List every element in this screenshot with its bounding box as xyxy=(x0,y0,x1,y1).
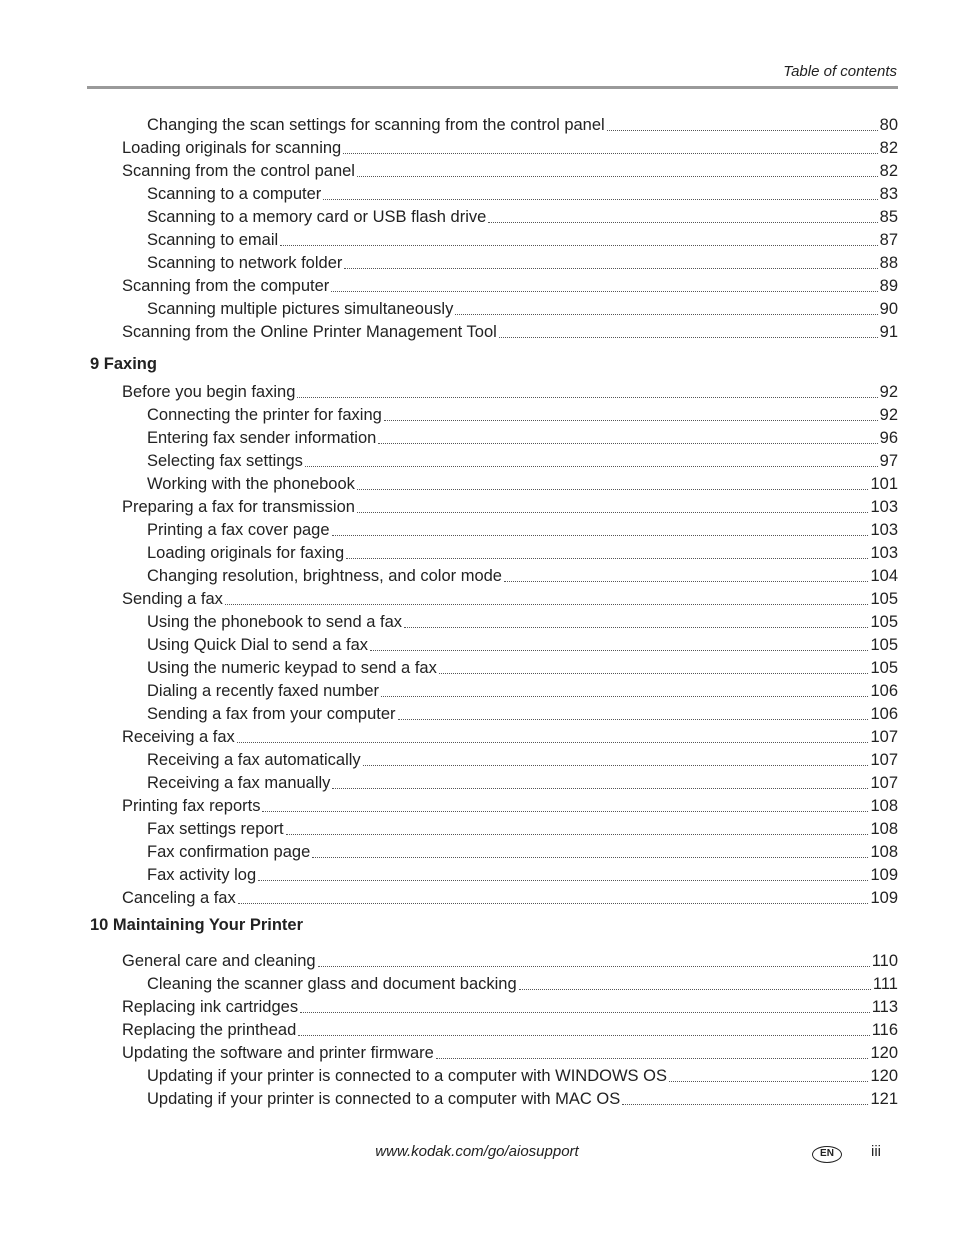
dot-leader xyxy=(384,419,878,421)
toc-entry-page-number: 96 xyxy=(879,429,898,447)
toc-entry-title: Entering fax sender information xyxy=(147,429,377,447)
toc-subsection-entry[interactable] xyxy=(147,427,898,449)
toc-entry-page-number: 82 xyxy=(879,162,898,180)
toc-entry-title: Before you begin faxing xyxy=(122,383,296,401)
toc-subsection-entry[interactable] xyxy=(147,634,898,656)
toc-entry-page-number: 121 xyxy=(870,1090,898,1108)
toc-entry-page-number: 105 xyxy=(870,613,898,631)
toc-entry-title: Sending a fax from your computer xyxy=(147,705,396,723)
dot-leader xyxy=(332,787,868,789)
toc-entry-title: Fax settings report xyxy=(147,820,284,838)
toc-entry-title: Updating the software and printer firmware xyxy=(122,1044,434,1062)
toc-entry-page-number: 110 xyxy=(871,952,898,970)
toc-subsection-entry[interactable] xyxy=(147,611,898,633)
toc-entry-title: Using the numeric keypad to send a fax xyxy=(147,659,437,677)
toc-section-entry[interactable] xyxy=(122,1042,898,1064)
toc-subsection-entry[interactable] xyxy=(147,864,898,886)
language-badge: EN xyxy=(812,1146,842,1163)
dot-leader xyxy=(398,718,869,720)
dot-leader xyxy=(300,1011,870,1013)
dot-leader xyxy=(519,988,871,990)
toc-entry-page-number: 105 xyxy=(870,636,898,654)
header-divider xyxy=(87,86,898,89)
toc-entry-page-number: 89 xyxy=(879,277,898,295)
dot-leader xyxy=(363,764,869,766)
dot-leader xyxy=(258,879,868,881)
dot-leader xyxy=(286,833,869,835)
dot-leader xyxy=(331,290,877,292)
toc-entry-title: Scanning to email xyxy=(147,231,279,249)
toc-entry-title: Cleaning the scanner glass and document backing xyxy=(147,975,517,993)
toc-entry-page-number: 85 xyxy=(879,208,898,226)
toc-entry-title: Scanning to a computer xyxy=(147,185,322,203)
toc-entry-page-number: 83 xyxy=(879,185,898,203)
toc-entry-page-number: 113 xyxy=(871,998,898,1016)
toc-entry-title: Connecting the printer for faxing xyxy=(147,406,382,424)
dot-leader xyxy=(488,221,877,223)
dot-leader xyxy=(312,856,868,858)
toc-entry-title: Fax confirmation page xyxy=(147,843,311,861)
toc-subsection-entry[interactable] xyxy=(147,772,898,794)
toc-entry-title: Changing the scan settings for scanning from the control panel xyxy=(147,116,605,134)
toc-entry-page-number: 109 xyxy=(870,889,898,907)
toc-entry-page-number: 111 xyxy=(872,975,898,993)
toc-section-entry[interactable] xyxy=(122,137,898,159)
dot-leader xyxy=(607,129,878,131)
toc-entry-title: Receiving a fax automatically xyxy=(147,751,361,769)
toc-entry-title: Printing a fax cover page xyxy=(147,521,330,539)
toc-section-entry[interactable] xyxy=(122,275,898,297)
toc-entry-page-number: 106 xyxy=(870,705,898,723)
toc-entry-title: Updating if your printer is connected to a computer with MAC OS xyxy=(147,1090,621,1108)
toc-section-entry[interactable] xyxy=(122,160,898,182)
toc-entry-title: Scanning from the Online Printer Management Tool xyxy=(122,323,497,341)
toc-subsection-entry[interactable] xyxy=(147,1065,898,1087)
dot-leader xyxy=(225,603,869,605)
dot-leader xyxy=(298,1034,869,1036)
dot-leader xyxy=(344,267,877,269)
toc-entry-page-number: 120 xyxy=(870,1044,898,1062)
toc-entry-title: Loading originals for faxing xyxy=(147,544,345,562)
toc-section-entry[interactable] xyxy=(122,588,898,610)
toc-subsection-entry[interactable] xyxy=(147,1088,898,1110)
dot-leader xyxy=(343,152,877,154)
toc-section-entry[interactable] xyxy=(122,887,898,909)
toc-entry-title: Receiving a fax xyxy=(122,728,235,746)
dot-leader xyxy=(381,695,868,697)
toc-entry-page-number: 108 xyxy=(870,843,898,861)
toc-entry-page-number: 90 xyxy=(879,300,898,318)
dot-leader xyxy=(357,488,869,490)
dot-leader xyxy=(357,511,869,513)
toc-entry-title: Dialing a recently faxed number xyxy=(147,682,380,700)
toc-subsection-entry[interactable] xyxy=(147,114,898,136)
toc-entry-title: Replacing the printhead xyxy=(122,1021,297,1039)
toc-section-entry[interactable] xyxy=(122,321,898,343)
toc-entry-title: Loading originals for scanning xyxy=(122,139,342,157)
toc-section-entry[interactable] xyxy=(122,381,898,403)
toc-subsection-entry[interactable] xyxy=(147,565,898,587)
toc-subsection-entry[interactable] xyxy=(147,473,898,495)
support-url-link[interactable]: www.kodak.com/go/aiosupport xyxy=(375,1143,579,1160)
toc-entry-title: Sending a fax xyxy=(122,590,223,608)
toc-entry-title: Scanning from the computer xyxy=(122,277,330,295)
dot-leader xyxy=(318,965,870,967)
dot-leader xyxy=(378,442,877,444)
toc-subsection-entry[interactable] xyxy=(147,450,898,472)
toc-subsection-entry[interactable] xyxy=(147,657,898,679)
toc-entry-title: Preparing a fax for transmission xyxy=(122,498,355,516)
toc-subsection-entry[interactable] xyxy=(147,973,898,995)
dot-leader xyxy=(238,902,869,904)
dot-leader xyxy=(262,810,868,812)
toc-section-entry[interactable] xyxy=(122,996,898,1018)
toc-subsection-entry[interactable] xyxy=(147,404,898,426)
toc-subsection-entry[interactable] xyxy=(147,252,898,274)
toc-entry-page-number: 87 xyxy=(879,231,898,249)
toc-entry-page-number: 80 xyxy=(879,116,898,134)
toc-entry-page-number: 105 xyxy=(870,659,898,677)
dot-leader xyxy=(439,672,869,674)
dot-leader xyxy=(237,741,869,743)
chapter-heading[interactable]: 9 Faxing xyxy=(90,355,157,373)
toc-subsection-entry[interactable] xyxy=(147,818,898,840)
header-title: Table of contents xyxy=(783,63,897,80)
toc-entry-page-number: 91 xyxy=(879,323,898,341)
toc-entry-title: Using Quick Dial to send a fax xyxy=(147,636,369,654)
toc-entry-title: Using the phonebook to send a fax xyxy=(147,613,403,631)
dot-leader xyxy=(669,1080,869,1082)
toc-entry-title: Working with the phonebook xyxy=(147,475,355,493)
dot-leader xyxy=(455,313,877,315)
toc-subsection-entry[interactable] xyxy=(147,749,898,771)
dot-leader xyxy=(332,534,869,536)
toc-entry-title: Replacing ink cartridges xyxy=(122,998,299,1016)
toc-subsection-entry[interactable] xyxy=(147,841,898,863)
toc-entry-page-number: 103 xyxy=(870,544,898,562)
toc-subsection-entry[interactable] xyxy=(147,206,898,228)
dot-leader xyxy=(323,198,877,200)
toc-section-entry[interactable] xyxy=(122,1019,898,1041)
toc-subsection-entry[interactable] xyxy=(147,680,898,702)
toc-entry-page-number: 105 xyxy=(870,590,898,608)
toc-entry-title: Scanning from the control panel xyxy=(122,162,355,180)
toc-entry-title: Fax activity log xyxy=(147,866,257,884)
toc-entry-page-number: 106 xyxy=(870,682,898,700)
toc-entry-page-number: 107 xyxy=(870,728,898,746)
dot-leader xyxy=(436,1057,869,1059)
toc-subsection-entry[interactable] xyxy=(147,183,898,205)
toc-entry-title: Scanning multiple pictures simultaneously xyxy=(147,300,454,318)
toc-subsection-entry[interactable] xyxy=(147,542,898,564)
toc-subsection-entry[interactable] xyxy=(147,298,898,320)
dot-leader xyxy=(346,557,868,559)
toc-entry-title: Receiving a fax manually xyxy=(147,774,331,792)
toc-entry-page-number: 92 xyxy=(879,406,898,424)
toc-entry-page-number: 108 xyxy=(870,797,898,815)
toc-section-entry[interactable] xyxy=(122,795,898,817)
toc-entry-page-number: 88 xyxy=(879,254,898,272)
toc-entry-page-number: 109 xyxy=(870,866,898,884)
dot-leader xyxy=(280,244,877,246)
toc-entry-title: Printing fax reports xyxy=(122,797,261,815)
toc-entry-page-number: 103 xyxy=(870,521,898,539)
toc-entry-title: Updating if your printer is connected to a computer with WINDOWS OS xyxy=(147,1067,667,1085)
dot-leader xyxy=(357,175,878,177)
page-number: iii xyxy=(871,1143,881,1160)
dot-leader xyxy=(297,396,877,398)
toc-entry-title: Changing resolution, brightness, and color mode xyxy=(147,567,502,585)
toc-entry-page-number: 116 xyxy=(871,1021,898,1039)
dot-leader xyxy=(622,1103,868,1105)
toc-entry-page-number: 92 xyxy=(879,383,898,401)
toc-entry-page-number: 107 xyxy=(870,774,898,792)
toc-section-entry[interactable] xyxy=(122,726,898,748)
dot-leader xyxy=(305,465,878,467)
toc-entry-title: Canceling a fax xyxy=(122,889,236,907)
toc-entry-title: Selecting fax settings xyxy=(147,452,303,470)
toc-entry-page-number: 104 xyxy=(870,567,898,585)
dot-leader xyxy=(404,626,868,628)
toc-entry-page-number: 103 xyxy=(870,498,898,516)
toc-entry-title: General care and cleaning xyxy=(122,952,316,970)
toc-section-entry[interactable] xyxy=(122,496,898,518)
toc-subsection-entry[interactable] xyxy=(147,519,898,541)
dot-leader xyxy=(370,649,868,651)
toc-entry-page-number: 82 xyxy=(879,139,898,157)
toc-entry-page-number: 107 xyxy=(870,751,898,769)
toc-entry-page-number: 97 xyxy=(879,452,898,470)
dot-leader xyxy=(504,580,869,582)
toc-entry-page-number: 120 xyxy=(870,1067,898,1085)
toc-entry-page-number: 108 xyxy=(870,820,898,838)
toc-subsection-entry[interactable] xyxy=(147,703,898,725)
chapter-heading[interactable]: 10 Maintaining Your Printer xyxy=(90,916,304,934)
toc-entry-title: Scanning to network folder xyxy=(147,254,343,272)
dot-leader xyxy=(499,336,878,338)
toc-entry-title: Scanning to a memory card or USB flash drive xyxy=(147,208,487,226)
toc-entry-page-number: 101 xyxy=(870,475,898,493)
toc-subsection-entry[interactable] xyxy=(147,229,898,251)
toc-section-entry[interactable] xyxy=(122,950,898,972)
